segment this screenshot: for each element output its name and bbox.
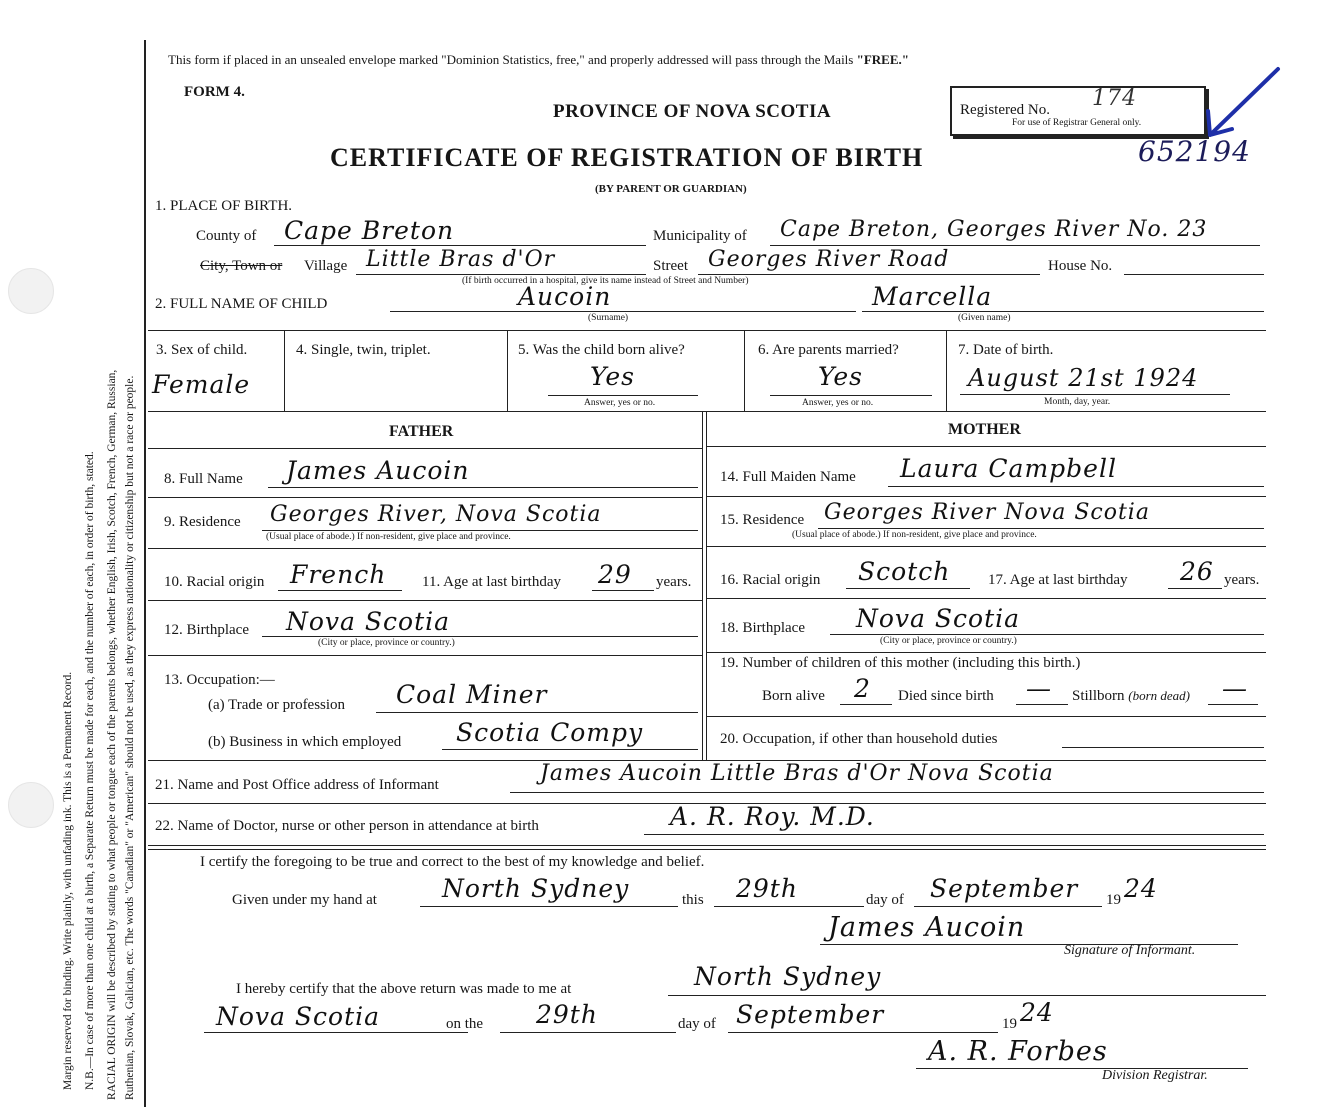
city-town-struck: City, Town or [200,258,283,274]
born-alive-note: Answer, yes or no. [584,398,656,408]
divider-5-6 [744,331,745,411]
registrar-certification: I hereby certify that the above return was made to me at [236,981,572,997]
given-place-underline [420,906,678,907]
street-label: Street [653,258,688,274]
father-rule-10 [148,600,702,601]
doctor-value: A. R. Roy. M.D. [670,802,875,831]
informant-signature-label: Signature of Informant. [1064,943,1196,958]
died-since-birth-value: — [1026,674,1052,703]
plurality-label: 4. Single, twin, triplet. [296,342,431,358]
surname-underline [390,311,856,312]
registrar-month-value: September [736,1000,885,1029]
father-race-label: 10. Racial origin [164,574,265,590]
registrar-month-underline [728,1032,998,1033]
margin-note-col3: RACIAL ORIGIN will be described by stating to what people or tongue each of the parents belongs, whether English, Irish, Scotch, French, German, Russian, [106,369,118,1100]
mother-residence-underline [818,528,1264,529]
father-age-value: 29 [598,560,632,589]
binding-hole-top [8,268,54,314]
father-heading-rule [148,448,702,449]
father-name-value: James Aucoin [286,456,470,485]
mother-age-value: 26 [1180,557,1214,586]
divider-4-5 [507,331,508,411]
given-year-value: 24 [1124,874,1158,903]
binding-hole-bottom [8,782,54,828]
stillborn-underline [1208,704,1258,705]
stamp-number: 652194 [1138,135,1251,168]
father-rule-8 [148,497,702,498]
registrar-note: For use of Registrar General only. [1012,118,1142,128]
margin-note-col2: N.B.—In case of more than one child at a birth, a Separate Return must be made for each, and the number of each, in order of birth, stated. [84,451,96,1090]
born-alive-value: Yes [590,362,635,391]
father-trade-value: Coal Miner [396,680,548,709]
registrar-signature: A. R. Forbes [928,1036,1108,1067]
margin-note-col1: Margin reserved for binding. Write plainly, with unfading ink. This is a Permanent Record. [62,671,74,1090]
county-label: County of [196,228,257,244]
given-month-underline [914,906,1102,907]
mother-name-value: Laura Campbell [900,454,1117,483]
village-underline [356,274,646,275]
mother-heading-rule [707,446,1266,447]
mother-rule-14 [707,496,1266,497]
father-business-label: (b) Business in which employed [208,734,402,750]
surname-note: (Surname) [588,313,629,323]
married-value: Yes [818,362,863,391]
rule-22-bottom [148,849,1266,850]
mother-birthplace-underline [830,634,1264,635]
mother-rule-16 [707,598,1266,599]
dob-value: August 21st 1924 [968,364,1199,392]
child-name-label: 2. FULL NAME OF CHILD [155,296,328,312]
died-since-birth-label: Died since birth [898,688,994,704]
father-business-value: Scotia Compy [456,718,644,747]
father-trade-label: (a) Trade or profession [208,697,346,713]
page-subtitle: (BY PARENT OR GUARDIAN) [595,183,747,195]
registrar-year-value: 24 [1020,998,1054,1027]
form-left-border [144,40,146,1107]
died-since-birth-underline [1016,704,1068,705]
sex-value: Female [152,370,251,399]
father-race-underline [278,590,402,591]
parents-divider-left [702,412,703,760]
mother-heading: MOTHER [948,421,1021,438]
page-title: CERTIFICATE OF REGISTRATION OF BIRTH [330,143,924,172]
divider-6-7 [946,331,947,411]
father-birthplace-value: Nova Scotia [286,607,451,636]
rule-items-3-7-bottom [148,411,1266,412]
mother-rule-15 [707,546,1266,547]
dob-underline [960,394,1230,395]
given-day-underline [714,906,864,907]
given-this-label: this [682,892,704,908]
born-alive-count-underline [840,704,892,705]
father-age-underline [592,590,654,591]
street-value: Georges River Road [708,247,950,272]
given-place-value: North Sydney [442,874,630,903]
stillborn-value: — [1222,674,1248,703]
father-birthplace-underline [262,636,698,637]
registrar-on-the-label: on the [446,1016,484,1032]
father-birthplace-note: (City or place, province or country.) [318,638,455,648]
given-month-value: September [930,874,1079,903]
mother-race-value: Scotch [858,557,951,586]
sex-label: 3. Sex of child. [156,342,248,358]
informant-label: 21. Name and Post Office address of Informant [155,777,439,793]
mother-residence-label: 15. Residence [720,512,805,528]
margin-note-col4: Ruthenian, Slovak, Galician, etc. The words "Canadian" or "American" should not be used, as they express nationality or citizenship but not a race or people. [124,375,136,1100]
married-note: Answer, yes or no. [802,398,874,408]
father-business-underline [442,749,698,750]
registrar-signature-label: Division Registrar. [1102,1068,1208,1083]
mother-children-label: 19. Number of children of this mother (including this birth.) [720,655,1081,671]
mother-age-underline [1168,588,1222,589]
mother-birthplace-label: 18. Birthplace [720,620,805,636]
informant-underline [510,792,1264,793]
mother-name-underline [888,486,1264,487]
registrar-day-value: 29th [536,1000,598,1029]
dob-label: 7. Date of birth. [958,342,1054,358]
municipality-label: Municipality of [653,228,747,244]
father-residence-underline [262,530,698,531]
mother-race-underline [846,588,970,589]
mother-years-label: years. [1224,572,1260,588]
mother-birthplace-value: Nova Scotia [856,604,1021,633]
father-rule-9 [148,548,702,549]
mother-occupation-underline [1062,747,1264,748]
village-value: Little Bras d'Or [366,247,556,272]
street-underline [698,274,1040,275]
registrar-province-value: Nova Scotia [216,1002,381,1031]
rule-22-top [148,845,1266,846]
mail-note: This form if placed in an unsealed envelope marked "Dominion Statistics, free," and properly addressed will pass through the Mails "FREE." [168,52,909,67]
mother-age-label: 17. Age at last birthday [988,572,1128,588]
born-alive-label: 5. Was the child born alive? [518,342,685,358]
mother-residence-note: (Usual place of abode.) If non-resident, give place and province. [792,530,1037,540]
father-name-label: 8. Full Name [164,471,243,487]
father-race-value: French [290,560,387,589]
informant-signature: James Aucoin [828,912,1026,943]
province-title: PROVINCE OF NOVA SCOTIA [553,101,832,122]
father-name-underline [268,487,698,488]
mother-residence-value: Georges River Nova Scotia [824,500,1150,525]
stillborn-label: Stillborn (born dead) [1072,688,1191,704]
doctor-label: 22. Name of Doctor, nurse or other person in attendance at birth [155,818,539,834]
hospital-note: (If birth occurred in a hospital, give its name instead of Street and Number) [462,276,749,286]
surname-value: Aucoin [518,282,612,311]
mother-occupation-label: 20. Occupation, if other than household duties [720,731,998,747]
given-day-value: 29th [736,874,798,903]
father-trade-underline [376,712,698,713]
born-alive-underline [548,395,698,396]
doctor-underline [644,834,1264,835]
given-under-label: Given under my hand at [232,892,377,908]
county-value: Cape Breton [284,216,455,245]
father-rule-12 [148,655,702,656]
registrar-year-prefix: 19 [1002,1016,1017,1032]
place-heading: 1. PLACE OF BIRTH. [155,198,293,214]
house-underline [1124,274,1264,275]
father-birthplace-label: 12. Birthplace [164,622,249,638]
given-name-value: Marcella [872,282,993,311]
registrar-day-of-label: day of [678,1016,716,1032]
form-number: FORM 4. [184,84,245,100]
father-occupation-label: 13. Occupation:— [164,672,275,688]
registered-number: 174 [1092,86,1137,111]
given-year-prefix: 19 [1106,892,1121,908]
mother-name-label: 14. Full Maiden Name [720,469,856,485]
parents-divider-right [706,412,707,760]
father-age-label: 11. Age at last birthday [422,574,561,590]
mother-rule-18 [707,652,1266,653]
registrar-place-underline [668,995,1266,996]
municipality-value: Cape Breton, Georges River No. 23 [780,217,1208,242]
registrar-day-underline [500,1032,676,1033]
born-alive-count-label: Born alive [762,688,825,704]
married-label: 6. Are parents married? [758,342,899,358]
house-label: House No. [1048,258,1113,274]
informant-certification: I certify the foregoing to be true and correct to the best of my knowledge and belief. [200,854,705,870]
given-day-of-label: day of [866,892,904,908]
rule-items-3-7-top [148,330,1266,331]
informant-value: James Aucoin Little Bras d'Or Nova Scotia [540,761,1054,786]
blue-check-mark [1190,65,1290,145]
dob-note: Month, day, year. [1044,397,1111,407]
given-name-note: (Given name) [958,313,1011,323]
registrar-place-value: North Sydney [694,962,882,991]
father-residence-value: Georges River, Nova Scotia [270,502,602,527]
father-residence-note: (Usual place of abode.) If non-resident, give place and province. [266,532,511,542]
registered-label: Registered No. [960,102,1050,118]
married-underline [770,395,932,396]
registrar-province-underline [204,1032,468,1033]
village-label: Village [304,258,348,274]
mother-race-label: 16. Racial origin [720,572,821,588]
born-alive-count-value: 2 [854,674,871,703]
given-name-underline [862,311,1264,312]
county-underline [274,245,646,246]
father-residence-label: 9. Residence [164,514,241,530]
divider-3-4 [284,331,285,411]
father-years-label: years. [656,574,692,590]
municipality-underline [770,245,1260,246]
mother-birthplace-note: (City or place, province or country.) [880,636,1017,646]
father-heading: FATHER [389,423,454,440]
mother-rule-19 [707,716,1266,717]
